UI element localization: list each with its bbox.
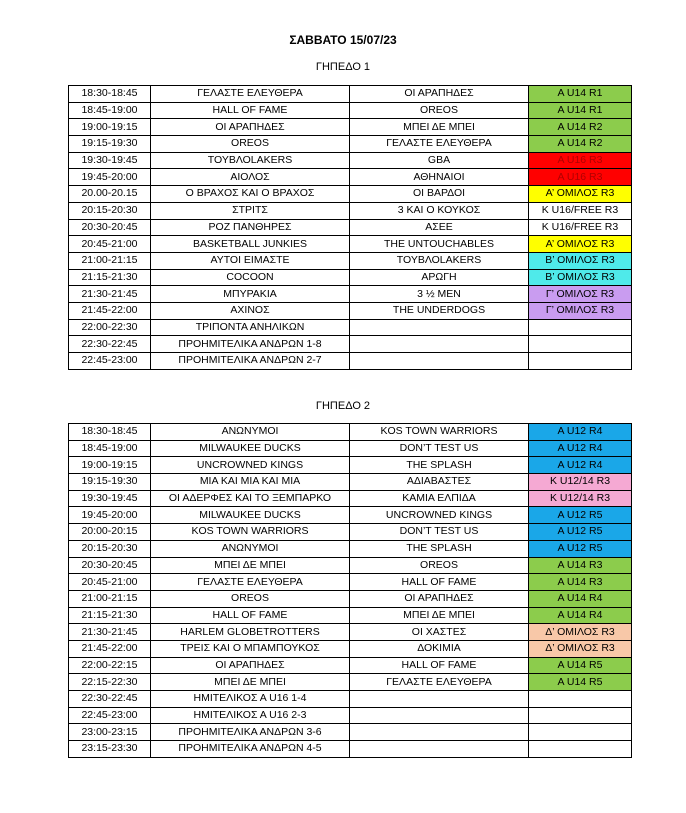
home-team-cell: ΠΡΟΗΜΙΤΕΛΙΚΑ ΑΝΔΡΩΝ 2-7 [151, 353, 350, 370]
away-team-cell: 3 ½ MEN [350, 286, 529, 303]
schedule-row [69, 674, 632, 691]
category-cell [529, 336, 632, 353]
away-team-cell: HALL OF FAME [350, 574, 529, 591]
category-cell: A U14 R5 [529, 674, 632, 691]
court-1-schedule-table [68, 85, 632, 370]
home-team-cell: ΗΜΙΤΕΛΙΚΟΣ Α U16 1-4 [151, 691, 350, 708]
category-cell: K U16/FREE R3 [529, 202, 632, 219]
away-team-cell: ΟΙ ΧΑΣΤΕΣ [350, 624, 529, 641]
category-cell: A U14 R1 [529, 102, 632, 119]
schedule-row [69, 507, 632, 524]
category-cell [529, 707, 632, 724]
schedule-row [69, 353, 632, 370]
away-team-cell: ΓΕΛΑΣΤΕ ΕΛΕΥΘΕΡΑ [350, 136, 529, 153]
home-team-cell: ΟΙ ΑΡΑΠΗΔΕΣ [151, 657, 350, 674]
home-team-cell: OREOS [151, 136, 350, 153]
schedule-row [69, 590, 632, 607]
away-team-cell: OREOS [350, 102, 529, 119]
home-team-cell: ΜΠΕΙ ΔΕ ΜΠΕΙ [151, 674, 350, 691]
time-cell: 19:00-19:15 [69, 457, 151, 474]
time-cell: 22:00-22:30 [69, 319, 151, 336]
category-cell: K U16/FREE R3 [529, 219, 632, 236]
category-cell: Β’ ΟΜΙΛΟΣ R3 [529, 252, 632, 269]
time-cell: 20:45-21:00 [69, 236, 151, 253]
away-team-cell: ΑΘΗΝΑΙΟΙ [350, 169, 529, 186]
schedule-row [69, 624, 632, 641]
time-cell: 20:30-20:45 [69, 219, 151, 236]
category-cell: A U14 R1 [529, 86, 632, 103]
home-team-cell: HARLEM GLOBETROTTERS [151, 624, 350, 641]
time-cell: 20.00-20.15 [69, 186, 151, 203]
time-cell: 20:30-20:45 [69, 557, 151, 574]
away-team-cell: 3 ΚΑΙ Ο ΚΟΥΚΟΣ [350, 202, 529, 219]
away-team-cell: ΟΙ ΑΡΑΠΗΔΕΣ [350, 86, 529, 103]
time-cell: 21:45-22:00 [69, 640, 151, 657]
time-cell: 21:30-21:45 [69, 624, 151, 641]
time-cell: 19:45-20:00 [69, 169, 151, 186]
schedule-row [69, 269, 632, 286]
schedule-row [69, 336, 632, 353]
home-team-cell: ΜΠΥΡΑΚΙΑ [151, 286, 350, 303]
court-2-heading: ΓΗΠΕΔΟ 2 [315, 400, 371, 412]
schedule-row [69, 540, 632, 557]
away-team-cell [350, 353, 529, 370]
home-team-cell: ΑΧΙΝΟΣ [151, 302, 350, 319]
page-title: ΣΑΒΒΑΤΟ 15/07/23 [289, 33, 397, 47]
away-team-cell: ΜΠΕΙ ΔΕ ΜΠΕΙ [350, 119, 529, 136]
category-cell: Γ’ ΟΜΙΛΟΣ R3 [529, 286, 632, 303]
home-team-cell: ΡΟΖ ΠΑΝΘΗΡΕΣ [151, 219, 350, 236]
schedule-row [69, 319, 632, 336]
away-team-cell: ΑΡΩΓΗ [350, 269, 529, 286]
home-team-cell: UNCROWNED KINGS [151, 457, 350, 474]
away-team-cell: ΑΣΕΕ [350, 219, 529, 236]
time-cell: 19:00-19:15 [69, 119, 151, 136]
away-team-cell: DON’T TEST US [350, 524, 529, 541]
away-team-cell: GBA [350, 152, 529, 169]
home-team-cell: OREOS [151, 590, 350, 607]
category-cell: K U12/14 R3 [529, 490, 632, 507]
court-2-schedule-table [68, 423, 632, 758]
away-team-cell: ΤΟΥΒΛΟLAKERS [350, 252, 529, 269]
home-team-cell: ΓΕΛΑΣΤΕ ΕΛΕΥΘΕΡΑ [151, 86, 350, 103]
away-team-cell: ΟΙ ΒΑΡΔΟΙ [350, 186, 529, 203]
category-cell: A U12 R5 [529, 507, 632, 524]
home-team-cell: ΜΠΕΙ ΔΕ ΜΠΕΙ [151, 557, 350, 574]
home-team-cell: Ο ΒΡΑΧΟΣ ΚΑΙ Ο ΒΡΑΧΟΣ [151, 186, 350, 203]
away-team-cell: ΜΠΕΙ ΔΕ ΜΠΕΙ [350, 607, 529, 624]
schedule-row [69, 524, 632, 541]
time-cell: 22:45-23:00 [69, 707, 151, 724]
away-team-cell: OREOS [350, 557, 529, 574]
time-cell: 21:00-21:15 [69, 590, 151, 607]
time-cell: 18:30-18:45 [69, 424, 151, 441]
home-team-cell: MILWAUKEE DUCKS [151, 440, 350, 457]
category-cell [529, 691, 632, 708]
schedule-row [69, 474, 632, 491]
home-team-cell: ΠΡΟΗΜΙΤΕΛΙΚΑ ΑΝΔΡΩΝ 4-5 [151, 741, 350, 758]
time-cell: 19:45-20:00 [69, 507, 151, 524]
home-team-cell: HALL OF FAME [151, 102, 350, 119]
time-cell: 22:15-22:30 [69, 674, 151, 691]
time-cell: 19:15-19:30 [69, 136, 151, 153]
category-cell: K U12/14 R3 [529, 474, 632, 491]
away-team-cell: DON’T TEST US [350, 440, 529, 457]
home-team-cell: ΤΡΙΠΟΝΤΑ ΑΝΗΛΙΚΩΝ [151, 319, 350, 336]
time-cell: 21:45-22:00 [69, 302, 151, 319]
home-team-cell: COCOON [151, 269, 350, 286]
category-cell: A U14 R4 [529, 607, 632, 624]
home-team-cell: KOS TOWN WARRIORS [151, 524, 350, 541]
home-team-cell: MILWAUKEE DUCKS [151, 507, 350, 524]
time-cell: 22:30-22:45 [69, 691, 151, 708]
home-team-cell: ΓΕΛΑΣΤΕ ΕΛΕΥΘΕΡΑ [151, 574, 350, 591]
time-cell: 19:30-19:45 [69, 152, 151, 169]
category-cell: Δ’ ΟΜΙΛΟΣ R3 [529, 624, 632, 641]
schedule-row [69, 724, 632, 741]
time-cell: 21:15-21:30 [69, 607, 151, 624]
schedule-row [69, 302, 632, 319]
category-cell: A U14 R4 [529, 590, 632, 607]
home-team-cell: BASKETBALL JUNKIES [151, 236, 350, 253]
schedule-row [69, 136, 632, 153]
time-cell: 20:00-20:15 [69, 524, 151, 541]
time-cell: 23:15-23:30 [69, 741, 151, 758]
schedule-row [69, 152, 632, 169]
time-cell: 22:45-23:00 [69, 353, 151, 370]
schedule-row [69, 424, 632, 441]
schedule-row [69, 657, 632, 674]
away-team-cell: THE UNDERDOGS [350, 302, 529, 319]
home-team-cell: ΑΥΤΟΙ ΕΙΜΑΣΤΕ [151, 252, 350, 269]
category-cell [529, 319, 632, 336]
category-cell: Α’ ΟΜΙΛΟΣ R3 [529, 186, 632, 203]
category-cell: A U12 R4 [529, 457, 632, 474]
away-team-cell [350, 707, 529, 724]
schedule-row [69, 236, 632, 253]
category-cell: A U12 R5 [529, 524, 632, 541]
time-cell: 18:45-19:00 [69, 102, 151, 119]
home-team-cell: ΤΡΕΙΣ ΚΑΙ Ο ΜΠΑΜΠΟΥΚΟΣ [151, 640, 350, 657]
away-team-cell: THE SPLASH [350, 540, 529, 557]
category-cell: Β’ ΟΜΙΛΟΣ R3 [529, 269, 632, 286]
away-team-cell: HALL OF FAME [350, 657, 529, 674]
time-cell: 23:00-23:15 [69, 724, 151, 741]
time-cell: 20:45-21:00 [69, 574, 151, 591]
away-team-cell: ΚΑΜΙΑ ΕΛΠΙΔΑ [350, 490, 529, 507]
schedule-row [69, 119, 632, 136]
category-cell: A U12 R5 [529, 540, 632, 557]
home-team-cell: ΣΤΡΙΤΣ [151, 202, 350, 219]
schedule-row [69, 286, 632, 303]
court-1-heading: ΓΗΠΕΔΟ 1 [315, 61, 371, 73]
time-cell: 21:30-21:45 [69, 286, 151, 303]
away-team-cell [350, 319, 529, 336]
time-cell: 21:00-21:15 [69, 252, 151, 269]
schedule-row [69, 457, 632, 474]
schedule-row [69, 607, 632, 624]
schedule-row [69, 490, 632, 507]
category-cell: Δ’ ΟΜΙΛΟΣ R3 [529, 640, 632, 657]
schedule-row [69, 86, 632, 103]
schedule-row [69, 707, 632, 724]
time-cell: 21:15-21:30 [69, 269, 151, 286]
time-cell: 19:15-19:30 [69, 474, 151, 491]
schedule-row [69, 219, 632, 236]
home-team-cell: ΗΜΙΤΕΛΙΚΟΣ Α U16 2-3 [151, 707, 350, 724]
home-team-cell: HALL OF FAME [151, 607, 350, 624]
away-team-cell: THE UNTOUCHABLES [350, 236, 529, 253]
schedule-row [69, 440, 632, 457]
home-team-cell: ΠΡΟΗΜΙΤΕΛΙΚΑ ΑΝΔΡΩΝ 3-6 [151, 724, 350, 741]
category-cell [529, 741, 632, 758]
time-cell: 22:30-22:45 [69, 336, 151, 353]
home-team-cell: ΟΙ ΑΡΑΠΗΔΕΣ [151, 119, 350, 136]
home-team-cell: ΑΝΩΝΥΜΟΙ [151, 424, 350, 441]
home-team-cell: ΠΡΟΗΜΙΤΕΛΙΚΑ ΑΝΔΡΩΝ 1-8 [151, 336, 350, 353]
category-cell: A U14 R5 [529, 657, 632, 674]
category-cell [529, 724, 632, 741]
schedule-row [69, 169, 632, 186]
away-team-cell: ΑΔΙΑΒΑΣΤΕΣ [350, 474, 529, 491]
schedule-row [69, 741, 632, 758]
schedule-row [69, 186, 632, 203]
away-team-cell: UNCROWNED KINGS [350, 507, 529, 524]
schedule-row [69, 574, 632, 591]
category-cell: A U16 R3 [529, 152, 632, 169]
home-team-cell: ΑΝΩΝΥΜΟΙ [151, 540, 350, 557]
away-team-cell: THE SPLASH [350, 457, 529, 474]
category-cell: Α’ ΟΜΙΛΟΣ R3 [529, 236, 632, 253]
category-cell: A U14 R3 [529, 574, 632, 591]
schedule-row [69, 102, 632, 119]
schedule-row [69, 691, 632, 708]
away-team-cell [350, 691, 529, 708]
category-cell: A U16 R3 [529, 169, 632, 186]
time-cell: 20:15-20:30 [69, 202, 151, 219]
home-team-cell: ΟΙ ΑΔΕΡΦΕΣ ΚΑΙ ΤΟ ΞΕΜΠΑΡΚΟ [151, 490, 350, 507]
away-team-cell [350, 336, 529, 353]
away-team-cell [350, 741, 529, 758]
time-cell: 18:30-18:45 [69, 86, 151, 103]
away-team-cell: ΔΟΚΙΜΙΑ [350, 640, 529, 657]
away-team-cell: ΟΙ ΑΡΑΠΗΔΕΣ [350, 590, 529, 607]
schedule-row [69, 252, 632, 269]
category-cell: A U14 R2 [529, 136, 632, 153]
home-team-cell: ΜΙΑ ΚΑΙ ΜΙΑ ΚΑΙ ΜΙΑ [151, 474, 350, 491]
time-cell: 20:15-20:30 [69, 540, 151, 557]
category-cell: A U14 R3 [529, 557, 632, 574]
category-cell: A U14 R2 [529, 119, 632, 136]
away-team-cell: ΓΕΛΑΣΤΕ ΕΛΕΥΘΕΡΑ [350, 674, 529, 691]
schedule-row [69, 640, 632, 657]
away-team-cell [350, 724, 529, 741]
time-cell: 19:30-19:45 [69, 490, 151, 507]
time-cell: 18:45-19:00 [69, 440, 151, 457]
away-team-cell: KOS TOWN WARRIORS [350, 424, 529, 441]
schedule-row [69, 557, 632, 574]
time-cell: 22:00-22:15 [69, 657, 151, 674]
home-team-cell: ΤΟΥΒΛΟLAKERS [151, 152, 350, 169]
category-cell [529, 353, 632, 370]
schedule-row [69, 202, 632, 219]
category-cell: Γ’ ΟΜΙΛΟΣ R3 [529, 302, 632, 319]
category-cell: A U12 R4 [529, 440, 632, 457]
category-cell: A U12 R4 [529, 424, 632, 441]
home-team-cell: ΑΙΟΛΟΣ [151, 169, 350, 186]
